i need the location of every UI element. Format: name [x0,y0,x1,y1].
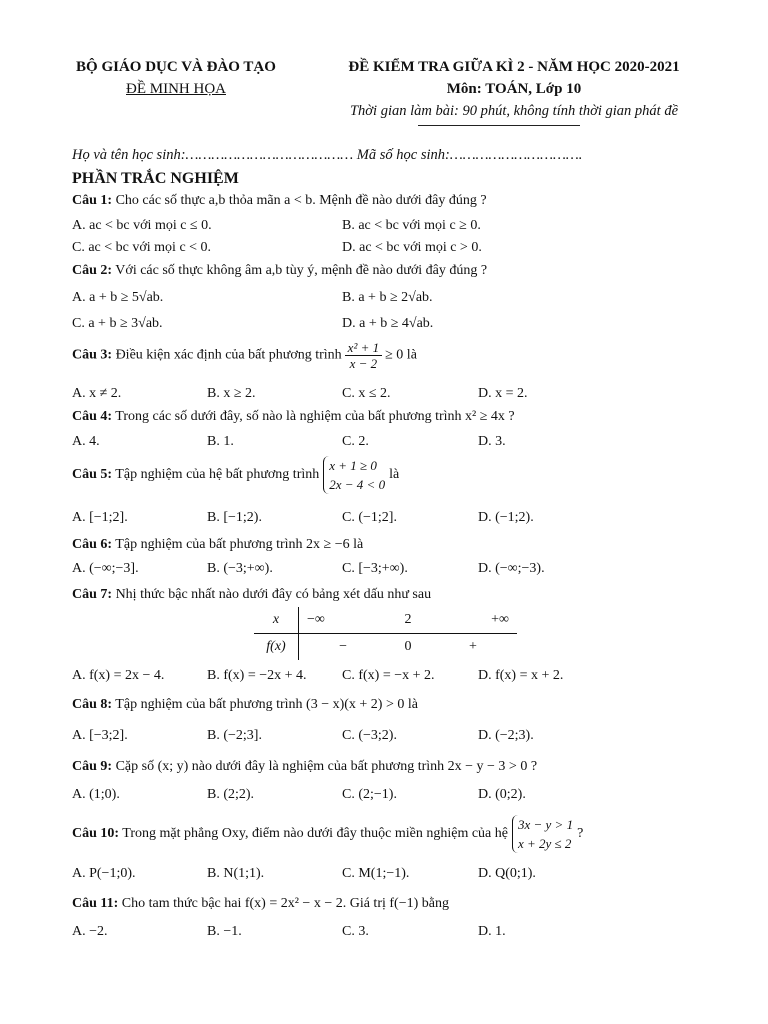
option-c: C. x ≤ 2. [342,386,391,401]
student-info-line: Họ và tên học sinh:………………………………… Mã số học sinh:…………………………. [72,147,583,163]
fraction [345,340,382,371]
question-label: Câu 6: [72,537,113,552]
option-b: B. f(x) = −2x + 4. [207,668,307,683]
option-b: B. −1. [207,924,242,939]
option-a: A. [−3;2]. [72,728,128,743]
question-label: Câu 3: [72,347,113,363]
system-line-1: x + 1 ≥ 0 [329,458,377,473]
question-label: Câu 10: [72,826,120,842]
question-11 [72,896,449,912]
option-c: C. a + b ≥ 3√ab. [72,316,163,331]
option-c: C. ac < bc với mọi c < 0. [72,240,212,255]
option-a: A. P(−1;0). [72,866,136,881]
option-a: A. 4. [72,434,100,449]
sample-exam-label: ĐỀ MINH HỌA [126,81,226,97]
option-a: A. (−∞;−3]. [72,561,139,576]
option-b: B. [−1;2). [207,510,262,525]
sign-table-zero: 0 [404,639,412,654]
sign-table-root: 2 [355,607,461,634]
option-b: B. (−2;3]. [207,728,262,743]
question-text: Tập nghiệm của bất phương trình (3 − x)(x + 2) > 0 là [112,697,418,712]
option-a: A. [−1;2]. [72,510,128,525]
ministry-header [62,56,290,100]
header-divider [418,125,580,126]
option-b: B. a + b ≥ 2√ab. [342,290,433,305]
question-text: Điều kiện xác định của bất phương trình [112,347,342,363]
question-label: Câu 9: [72,759,113,774]
option-a: A. x ≠ 2. [72,386,122,401]
question-3 [72,340,417,371]
question-label: Câu 4: [72,409,113,424]
question-6 [72,537,363,553]
option-c: C. (2;−1). [342,787,397,802]
question-text: Với các số thực không âm a,b tùy ý, mệnh đề nào dưới đây đúng ? [112,263,488,278]
question-label: Câu 8: [72,697,113,712]
question-text-after: ? [577,826,584,842]
exam-title: ĐỀ KIỂM TRA GIỮA KÌ 2 - NĂM HỌC 2020-2021 [348,59,680,75]
option-b: B. ac < bc với mọi c ≥ 0. [342,218,481,233]
option-c: C. M(1;−1). [342,866,410,881]
sign-table-x-label: x [254,607,299,634]
question-text: Tập nghiệm của bất phương trình 2x ≥ −6 là [112,537,364,552]
question-text-after: ≥ 0 là [385,347,417,363]
inequality-system [323,456,385,494]
option-d: D. (−1;2). [478,510,534,525]
option-c: C. f(x) = −x + 2. [342,668,435,683]
question-10 [72,815,583,853]
option-d: D. (−2;3). [478,728,534,743]
question-4 [72,409,515,425]
option-d: D. 3. [478,434,506,449]
system-line-1: 3x − y > 1 [517,817,574,832]
option-c: C. 3. [342,924,369,939]
sign-table-fx-label: f(x) [254,634,299,661]
question-text: Trong mặt phẳng Oxy, điểm nào dưới đây thuộc miền nghiệm của hệ [119,826,508,842]
option-a: A. a + b ≥ 5√ab. [72,290,164,305]
exam-header [318,56,710,122]
question-9 [72,759,537,775]
sign-table [254,607,517,660]
option-d: D. ac < bc với mọi c > 0. [342,240,482,255]
sign-table-neg-inf: −∞ [299,607,356,634]
option-a: A. f(x) = 2x − 4. [72,668,165,683]
question-label: Câu 5: [72,467,113,483]
option-a: A. −2. [72,924,108,939]
inequality-system [512,815,573,853]
option-d: D. x = 2. [478,386,528,401]
question-7 [72,587,431,603]
option-a: A. ac < bc với mọi c ≤ 0. [72,218,212,233]
option-c: C. (−1;2]. [342,510,397,525]
question-text: Trong các số dưới đây, số nào là nghiệm của bất phương trình x² ≥ 4x ? [112,409,515,424]
sign-table-plus: + [469,639,477,654]
exam-subject: Môn: TOÁN, Lớp 10 [446,81,582,97]
exam-time: Thời gian làm bài: 90 phút, không tính thời gian phát đề [349,103,679,119]
option-a: A. (1;0). [72,787,120,802]
question-text: Cho các số thực a,b thỏa mãn a < b. Mệnh đề nào dưới đây đúng ? [112,193,487,208]
question-2 [72,263,487,279]
question-label: Câu 7: [72,587,113,602]
option-b: B. 1. [207,434,234,449]
option-b: B. N(1;1). [207,866,265,881]
option-b: B. x ≥ 2. [207,386,256,401]
option-c: C. [−3;+∞). [342,561,408,576]
question-1 [72,193,487,209]
option-d: D. f(x) = x + 2. [478,668,564,683]
option-d: D. 1. [478,924,506,939]
ministry-name: BỘ GIÁO DỤC VÀ ĐÀO TẠO [76,59,276,75]
question-text-after: là [389,467,400,483]
question-text: Nhị thức bậc nhất nào dưới đây có bảng xét dấu như sau [112,587,432,602]
option-c: C. 2. [342,434,369,449]
option-d: D. Q(0;1). [478,866,536,881]
system-line-2: x + 2y ≤ 2 [517,836,572,851]
option-d: D. (0;2). [478,787,526,802]
sign-table-minus: − [339,639,347,654]
question-label: Câu 1: [72,193,113,208]
option-b: B. (2;2). [207,787,255,802]
option-b: B. (−3;+∞). [207,561,273,576]
option-d: D. (−∞;−3). [478,561,545,576]
question-text: Cặp số (x; y) nào dưới đây là nghiệm của bất phương trình 2x − y − 3 > 0 ? [112,759,538,774]
question-label: Câu 2: [72,263,113,278]
system-line-2: 2x − 4 < 0 [329,477,386,492]
fraction-numerator: x² + 1 [345,340,382,356]
question-8 [72,697,418,713]
section-title: PHẦN TRẮC NGHIỆM [72,170,239,187]
question-label: Câu 11: [72,896,119,911]
fraction-denominator: x − 2 [349,356,378,371]
option-d: D. a + b ≥ 4√ab. [342,316,434,331]
question-5 [72,456,399,494]
option-c: C. (−3;2). [342,728,397,743]
question-text: Tập nghiệm của hệ bất phương trình [112,467,320,483]
sign-table-pos-inf: +∞ [461,607,517,634]
question-text: Cho tam thức bậc hai f(x) = 2x² − x − 2. Giá trị f(−1) bằng [118,896,449,911]
